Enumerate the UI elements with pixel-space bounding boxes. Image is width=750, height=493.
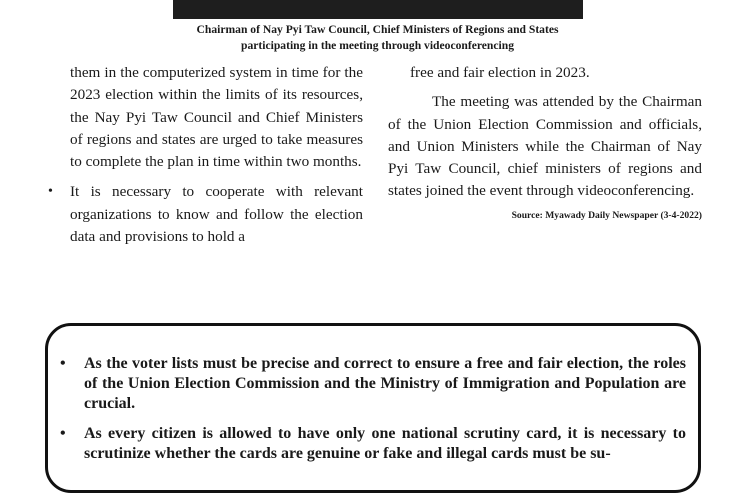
highlight-item-text: As the voter lists must be precise and correct to ensure a free and fair election, the roles of the Union Election Commission and the Ministry of Immigration and Population are crucial.	[84, 355, 686, 412]
caption-line-1: Chairman of Nay Pyi Taw Council, Chief Ministers of Regions and States	[196, 23, 559, 36]
bullet-icon: •	[60, 355, 66, 372]
right-continued-line: free and fair election in 2023.	[410, 64, 590, 81]
meeting-attendance-paragraph: The meeting was attended by the Chairman of the Union Election Commission and officials, and Union Ministers while the Chairman of Nay Pyi Taw Council, chief ministers of regions and states joined the event through videoconferencing.	[388, 93, 702, 200]
highlight-item-text: As every citizen is allowed to have only one national scrutiny card, it is necessary to scrutinize whether the cards are genuine or fake and illegal cards must be su-	[84, 425, 686, 462]
highlight-box	[45, 323, 701, 493]
bullet-icon: •	[60, 425, 66, 442]
highlight-item	[60, 354, 686, 414]
caption-line-2: participating in the meeting through videoconferencing	[241, 38, 514, 52]
left-bullet-item	[48, 181, 363, 248]
left-bullet-text: It is necessary to cooperate with relevant organizations to know and follow the election data and provisions to hold a	[70, 183, 363, 246]
photo-caption	[150, 22, 605, 53]
bullet-icon: •	[48, 184, 53, 200]
highlight-list	[48, 326, 698, 464]
highlight-item	[60, 424, 686, 464]
meeting-photo	[173, 0, 583, 19]
source-credit: Source: Myawady Daily Newspaper (3-4-2022)	[511, 209, 702, 221]
left-column	[48, 62, 363, 248]
left-continued-paragraph: them in the computerized system in time for the 2023 election within the limits of its resources, the Nay Pyi Taw Council and Chief Ministers of regions and states are urged to take measures to complete the plan in time within two months.	[70, 64, 363, 171]
right-column	[388, 62, 702, 223]
